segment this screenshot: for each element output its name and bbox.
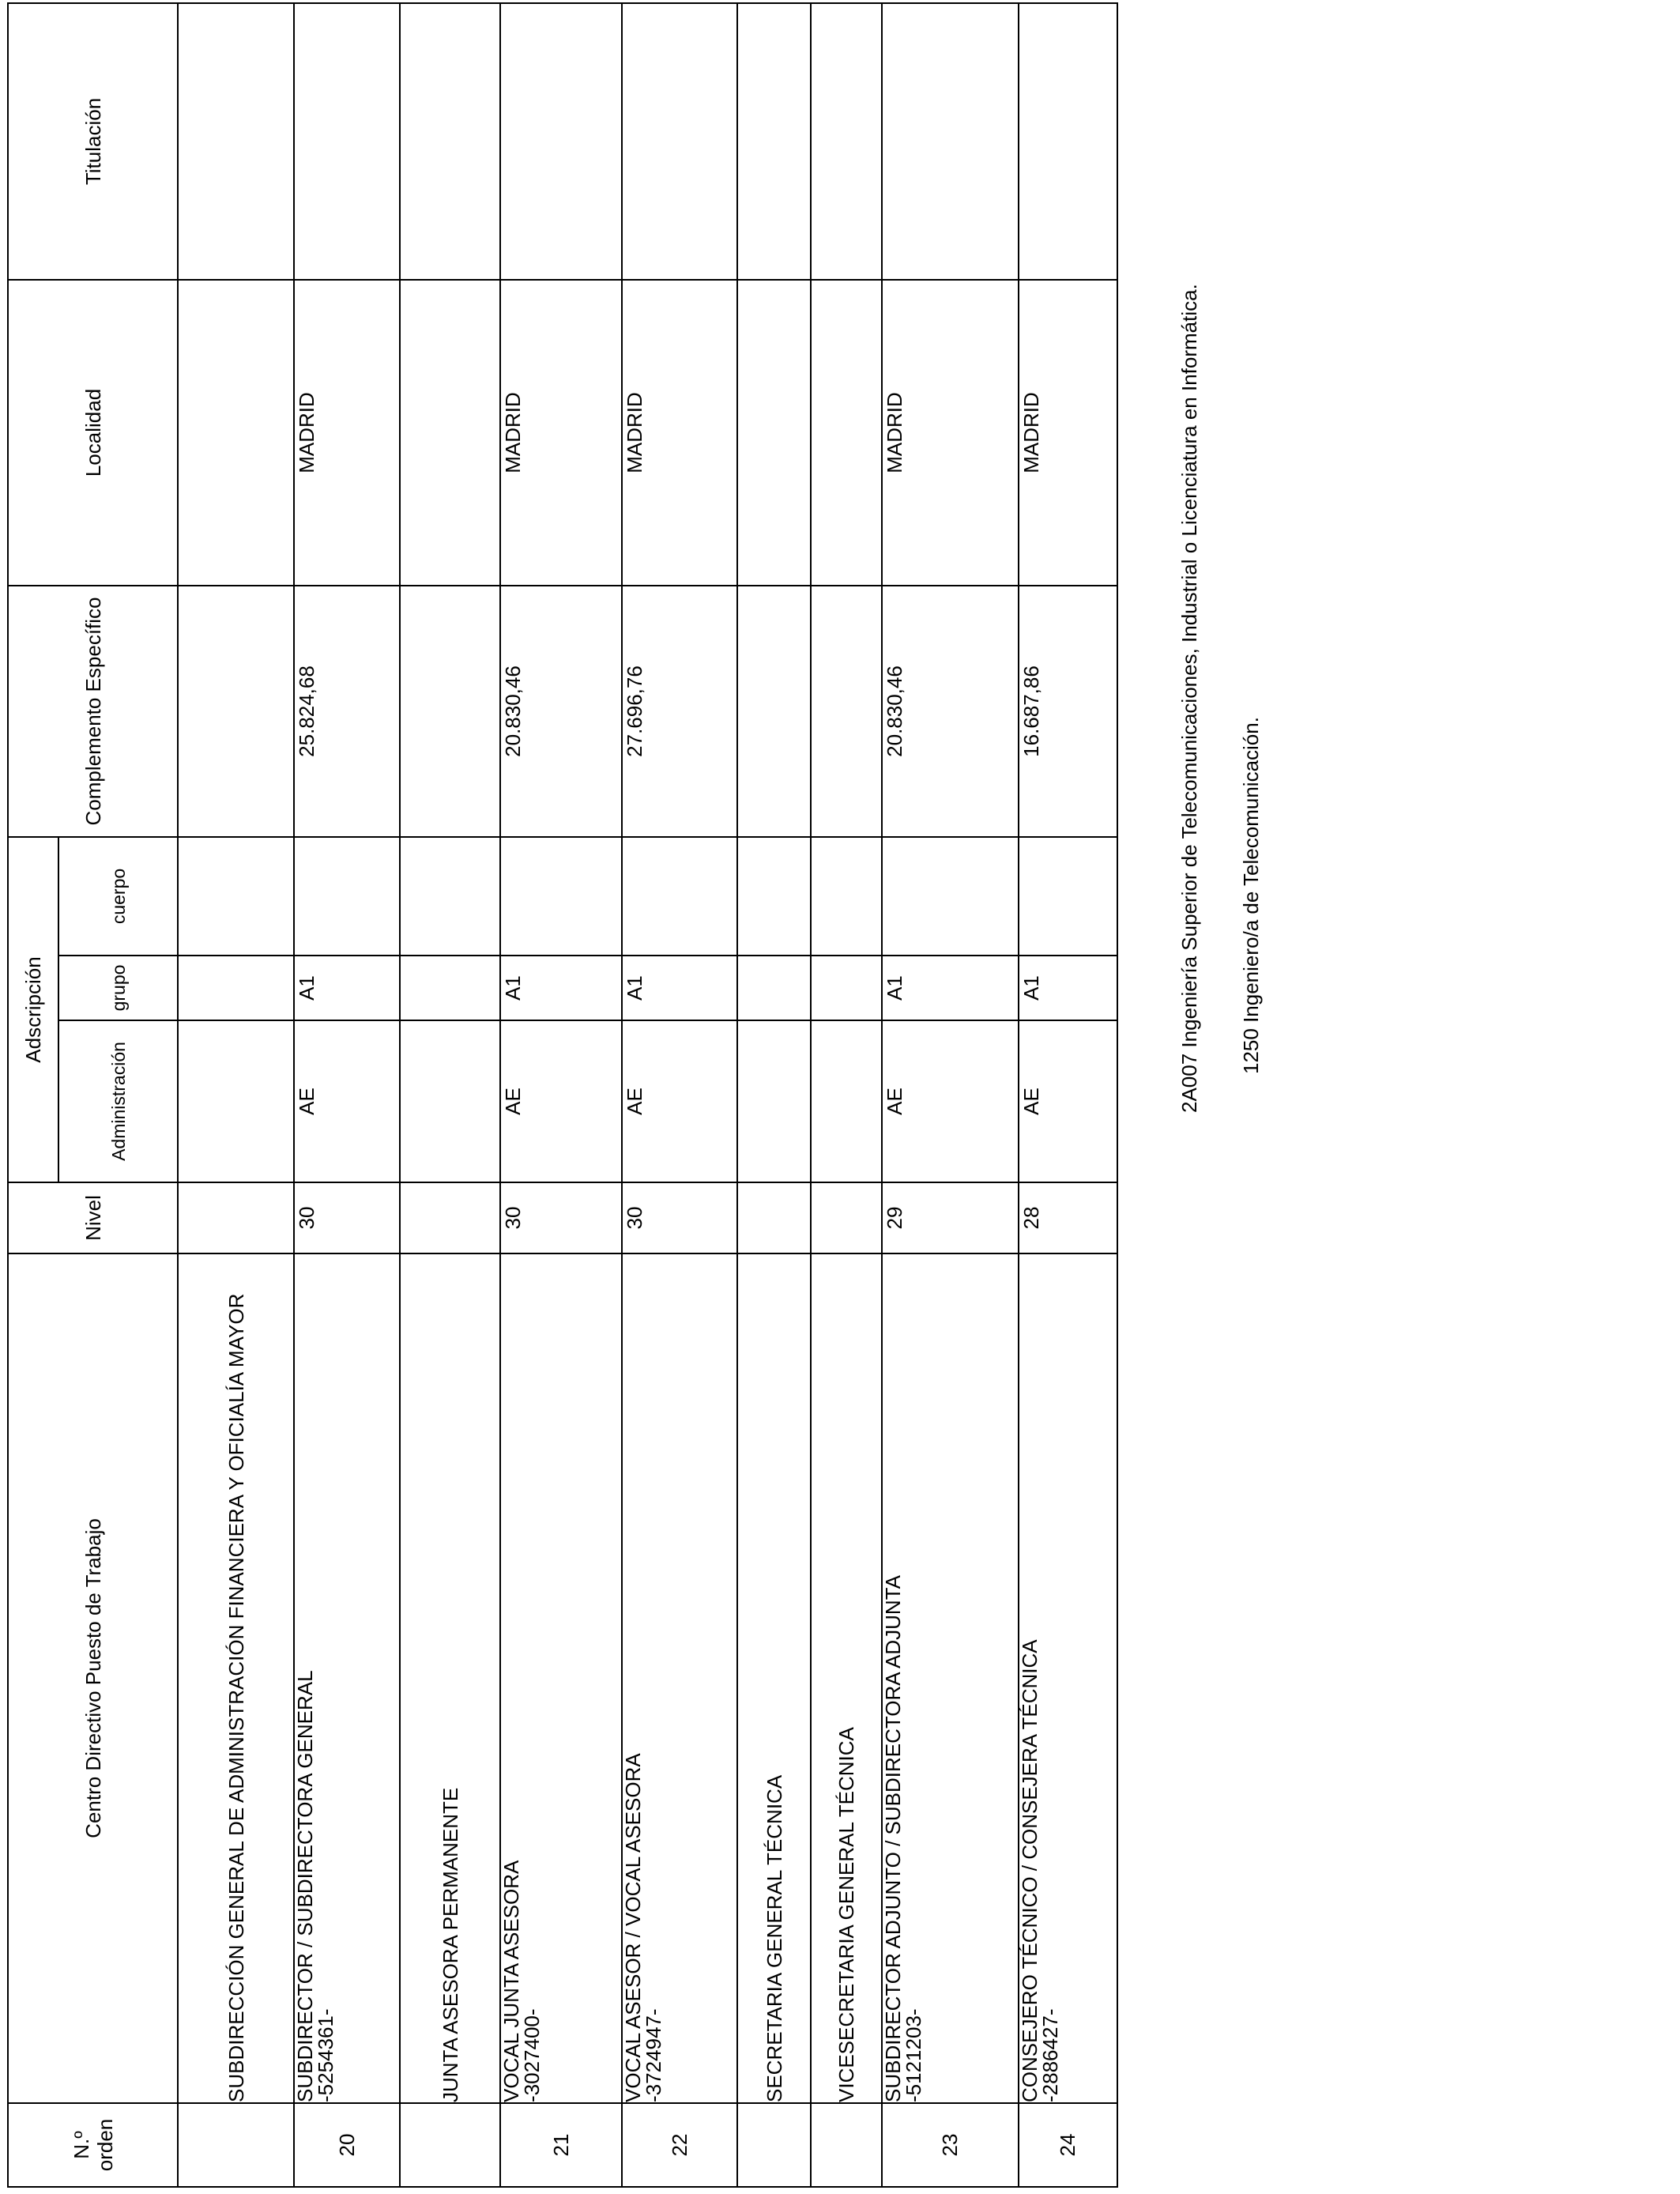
cuerpo-cell: [622, 837, 737, 956]
header-adscripcion: Adscripción: [8, 837, 58, 1182]
table-row: [294, 3, 400, 2187]
header-grupo: grupo: [58, 956, 178, 1020]
grupo-cell: A1: [500, 956, 622, 1020]
orden-cell: 21: [500, 2103, 622, 2187]
localidad-cell: MADRID: [1019, 280, 1117, 586]
section-title: VICESECRETARIA GENERAL TÉCNICA: [811, 1253, 882, 2103]
footnote: 1250 Ingeniero/a de Telecomunicación.: [1239, 717, 1263, 1074]
administracion-cell: AE: [500, 1020, 622, 1182]
puesto-cell: [1019, 1253, 1117, 2103]
localidad-cell: MADRID: [882, 280, 1019, 586]
localidad-cell: MADRID: [294, 280, 400, 586]
nivel-cell: 29: [882, 1182, 1019, 1253]
complemento-cell: 20.830,46: [500, 586, 622, 837]
header-orden: N.º orden: [8, 2103, 178, 2187]
table-row: [622, 3, 737, 2187]
complemento-cell: 25.824,68: [294, 586, 400, 837]
grupo-cell: A1: [882, 956, 1019, 1020]
footnote: 2A007 Ingeniería Superior de Telecomunicaciones, Industrial o Licenciatura en Informática.: [1177, 284, 1201, 1113]
header-administracion: Administración: [58, 1020, 178, 1182]
complemento-cell: 20.830,46: [882, 586, 1019, 837]
puesto-title: VOCAL JUNTA ASESORA: [499, 1860, 523, 2102]
puesto-cell: [882, 1253, 1019, 2103]
table-row: [882, 3, 1019, 2187]
administracion-cell: AE: [294, 1020, 400, 1182]
cuerpo-cell: [500, 837, 622, 956]
puesto-code: -5254361-: [314, 2008, 337, 2102]
header-titulacion: Titulación: [8, 3, 178, 280]
puesto-code: -2886427-: [1038, 2008, 1062, 2102]
puesto-title: SUBDIRECTOR / SUBDIRECTORA GENERAL: [293, 1670, 317, 2102]
section-row: [737, 3, 811, 2187]
grupo-cell: A1: [294, 956, 400, 1020]
nivel-cell: 30: [622, 1182, 737, 1253]
titulacion-cell: [882, 3, 1019, 280]
administracion-cell: AE: [1019, 1020, 1117, 1182]
puesto-title: VOCAL ASESOR / VOCAL ASESORA: [621, 1753, 645, 2102]
header-puesto: Centro Directivo Puesto de Trabajo: [8, 1253, 178, 2103]
section-title: SUBDIRECCIÓN GENERAL DE ADMINISTRACIÓN FINANCIERA Y OFICIALÍA MAYOR: [178, 1253, 294, 2103]
section-row: [400, 3, 500, 2187]
orden-cell: 23: [882, 2103, 1019, 2187]
header-complemento: Complemento Específico: [8, 586, 178, 837]
cuerpo-cell: [1019, 837, 1117, 956]
section-row: [811, 3, 882, 2187]
orden-cell: 20: [294, 2103, 400, 2187]
complemento-cell: 16.687,86: [1019, 586, 1117, 837]
section-title: JUNTA ASESORA PERMANENTE: [400, 1253, 500, 2103]
puesto-title: CONSEJERO TÉCNICO / CONSEJERA TÉCNICA: [1018, 1639, 1042, 2102]
puesto-code: -3027400-: [520, 2008, 544, 2102]
administracion-cell: AE: [882, 1020, 1019, 1182]
section-row: [178, 3, 294, 2187]
table-row: [500, 3, 622, 2187]
nivel-cell: 28: [1019, 1182, 1117, 1253]
footnotes: [1177, 284, 1263, 1113]
cuerpo-cell: [294, 837, 400, 956]
localidad-cell: MADRID: [500, 280, 622, 586]
puesto-cell: [500, 1253, 622, 2103]
section-title: SECRETARIA GENERAL TÉCNICA: [737, 1253, 811, 2103]
table-row: [1019, 3, 1117, 2187]
orden-cell: 22: [622, 2103, 737, 2187]
orden-cell: 24: [1019, 2103, 1117, 2187]
header-localidad: Localidad: [8, 280, 178, 586]
nivel-cell: 30: [294, 1182, 400, 1253]
titulacion-cell: [622, 3, 737, 280]
nivel-cell: 30: [500, 1182, 622, 1253]
header-row-1: [8, 3, 58, 2187]
puesto-code: -3724947-: [642, 2008, 665, 2102]
administracion-cell: AE: [622, 1020, 737, 1182]
puesto-cell: [622, 1253, 737, 2103]
header-cuerpo: cuerpo: [58, 837, 178, 956]
grupo-cell: A1: [1019, 956, 1117, 1020]
positions-table: [7, 2, 1118, 2188]
puesto-cell: [294, 1253, 400, 2103]
localidad-cell: MADRID: [622, 280, 737, 586]
complemento-cell: 27.696,76: [622, 586, 737, 837]
puesto-title: SUBDIRECTOR ADJUNTO / SUBDIRECTORA ADJUNTA: [881, 1575, 905, 2102]
puesto-code: -5121203-: [902, 2008, 925, 2102]
titulacion-cell: [1019, 3, 1117, 280]
grupo-cell: A1: [622, 956, 737, 1020]
titulacion-cell: [294, 3, 400, 280]
cuerpo-cell: [882, 837, 1019, 956]
header-nivel: Nivel: [8, 1182, 178, 1253]
titulacion-cell: [500, 3, 622, 280]
